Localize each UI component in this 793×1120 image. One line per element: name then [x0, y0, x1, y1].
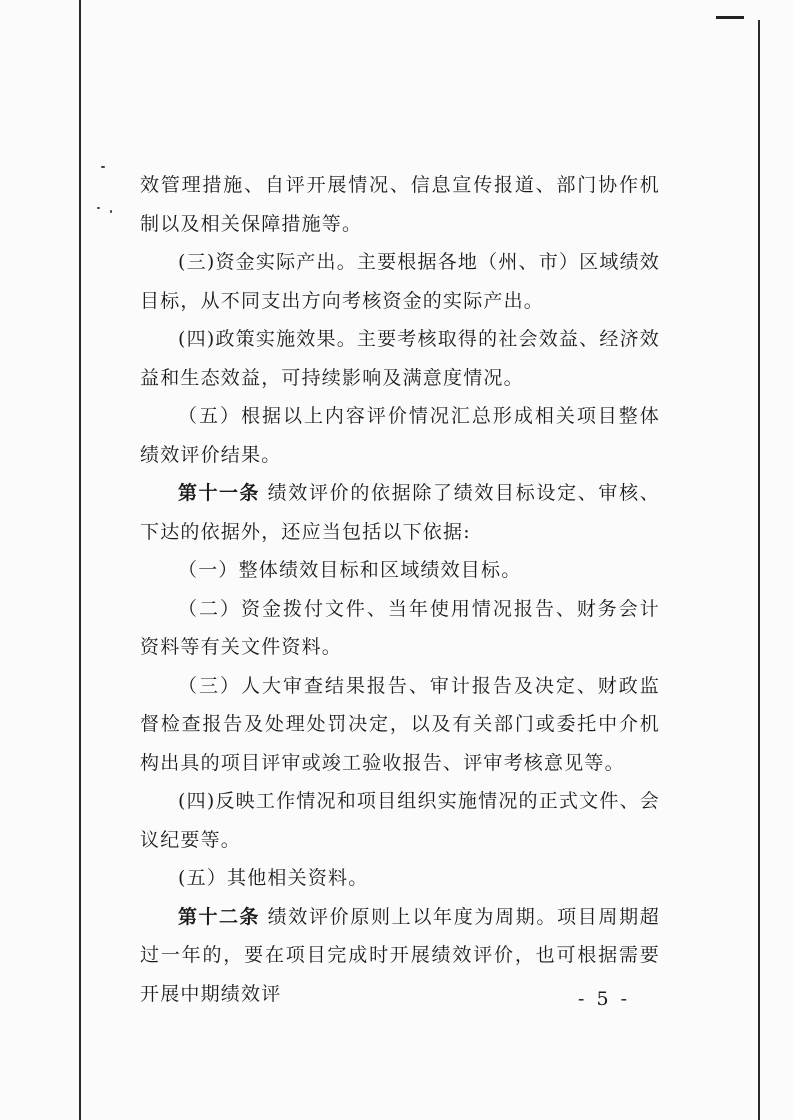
scan-speck [110, 210, 112, 213]
paragraph [140, 243, 660, 320]
paragraph [140, 166, 660, 243]
paragraph-text: （一）整体绩效目标和区域绩效目标。 [178, 559, 522, 581]
left-margin-rule [79, 0, 81, 1120]
article-heading: 第十一条 [178, 482, 260, 504]
paragraph-text: 绩效评价的依据除了绩效目标设定、审核、下达的依据外，还应当包括以下依据: [140, 482, 660, 543]
paragraph [140, 590, 660, 667]
paragraph-text: (四)反映工作情况和项目组织实施情况的正式文件、会议纪要等。 [140, 790, 660, 851]
paragraph [140, 320, 660, 397]
right-margin-rule [758, 20, 760, 1120]
scan-speck [101, 166, 105, 168]
paragraph-text: （三）人大审查结果报告、审计报告及决定、财政监督检查报告及处理处罚决定，以及有关部门或委托中介机构出具的项目评审或竣工验收报告、评审考核意见等。 [140, 674, 660, 774]
paragraph-text: （五）根据以上内容评价情况汇总形成相关项目整体绩效评价结果。 [140, 405, 660, 466]
paragraph-text: (四)政策实施效果。主要考核取得的社会效益、经济效益和生态效益，可持续影响及满意度情况。 [140, 328, 660, 389]
paragraph-text: 绩效评价原则上以年度为周期。项目周期超过一年的，要在项目完成时开展绩效评价，也可根据需要开展中期绩效评 [140, 905, 660, 1005]
paragraph-text: 效管理措施、自评开展情况、信息宣传报道、部门协作机制以及相关保障措施等。 [140, 174, 660, 235]
body-text [140, 166, 660, 1013]
paragraph-text: (五）其他相关资料。 [178, 867, 369, 889]
page-number: - 5 - [578, 988, 631, 1010]
corner-mark [716, 16, 744, 19]
scan-speck [97, 207, 100, 209]
paragraph [140, 397, 660, 474]
paragraph-text: (三)资金实际产出。主要根据各地（州、市）区域绩效目标，从不同支出方向考核资金的实际产出。 [140, 251, 660, 312]
article-paragraph [140, 474, 660, 551]
paragraph [140, 667, 660, 783]
article-heading: 第十二条 [178, 905, 260, 928]
paragraph [140, 782, 660, 859]
paragraph-text: （二）资金拨付文件、当年使用情况报告、财务会计资料等有关文件资料。 [140, 597, 660, 658]
paragraph [140, 859, 660, 898]
paragraph [140, 551, 660, 590]
